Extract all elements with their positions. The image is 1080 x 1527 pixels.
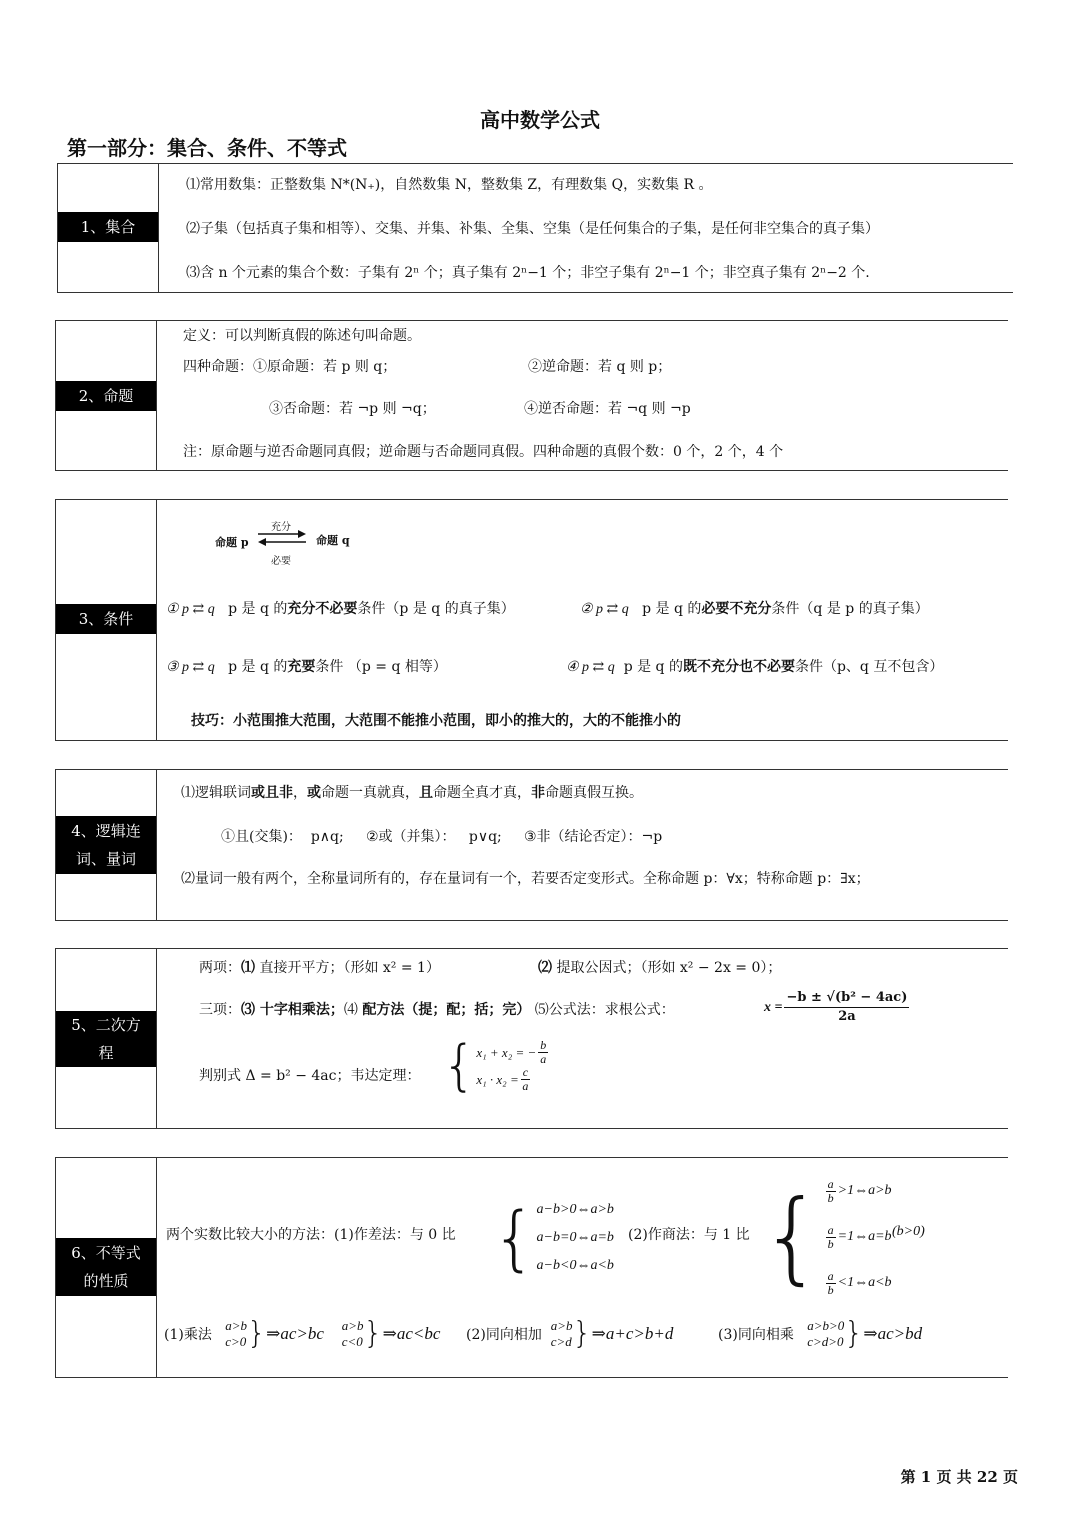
page-footer: 第 1 页 共 22 页 — [900, 1468, 1018, 1486]
s3-item-1: ① p ⇄ q p 是 q 的充分不必要条件（p 是 q 的真子集） — [166, 601, 515, 617]
s2-note: 注：原命题与逆否命题同真假；逆命题与否命题同真假。四种命题的真假个数：0 个，2 个，4 个 — [183, 444, 784, 460]
s3-item-4: ④ p ⇄ q p 是 q 的既不充分也不必要条件（p、q 互不包含） — [566, 659, 944, 675]
quotient-system: { $\frac{a}{b}$ >1⇔a>b $\frac{a}{b}$ =1⇔a=b $\frac{a}{b}$ <1⇔a<b — [760, 1176, 892, 1297]
s1-line-1: ⑴常用数集：正整数集 N*(N₊)，自然数集 N，整数集 Z，有理数集 Q，实数集 R 。 — [186, 177, 713, 193]
section-label: 5、二次方 程 — [56, 1011, 156, 1067]
s6-product: (3)同向相乘 a>b>0 c>d>0 } ⇒ac>bd — [718, 1316, 923, 1351]
s5-two-terms: 两项：⑴ 直接开平方；（形如 x² = 1） — [199, 960, 440, 976]
section-label: 3、条件 — [56, 604, 156, 634]
section-quadratic — [55, 948, 1008, 1129]
section-label-cell — [56, 500, 157, 740]
root-formula: x = $\frac{\text{−b ± √(b² − 4ac)}}{2a}$ — [764, 990, 908, 1024]
difference-system: { a−b>0⇔a>b a−b=0⇔a=b a−b<0⇔a<b — [492, 1197, 614, 1279]
s4-line-1: ⑴逻辑联词或且非，或命题一真就真，且命题全真才真，非命题真假互换。 — [181, 785, 643, 801]
s5-factor: ⑵ 提取公因式；（形如 x² − 2x = 0）； — [538, 960, 782, 976]
s6-quotient-text: (2)作商法：与 1 比 — [628, 1227, 750, 1243]
page-title: 高中数学公式 — [480, 108, 600, 132]
s1-line-2: ⑵子集（包括真子集和相等）、交集、并集、补集、全集、空集（是任何集合的子集，是任何非空集合的真子集） — [186, 221, 879, 237]
s6-addition: (2)同向相加 a>b c>d } ⇒a+c>b+d — [466, 1316, 674, 1351]
s5-discriminant: 判别式 Δ = b² − 4ac；韦达定理： — [199, 1068, 421, 1084]
section-sets — [57, 163, 1013, 293]
section-label-cell — [56, 949, 157, 1128]
part-heading: 第一部分：集合、条件、不等式 — [67, 136, 347, 160]
s5-three-terms: 三项：⑶ 十字相乘法；⑷ 配方法（提；配；括；完） ⑸公式法：求根公式： — [199, 1002, 675, 1018]
s2-inverse: ③否命题：若 ¬p 则 ¬q； — [269, 401, 436, 417]
s3-item-2: ② p ⇄ q p 是 q 的必要不充分条件（q 是 p 的真子集） — [580, 601, 929, 617]
section-label-cell — [56, 770, 157, 920]
section-label: 1、集合 — [58, 212, 158, 242]
s6-multiplication: (1)乘法 a>b c>0 } ⇒ac>bc a>b c<0 } ⇒ac<bc — [164, 1316, 441, 1351]
diagram-left: 命题 p — [215, 536, 249, 549]
s2-converse: ②逆命题：若 q 则 p； — [528, 359, 672, 375]
section-label: 6、不等式 的性质 — [56, 1238, 156, 1296]
section-label: 2、命题 — [56, 381, 156, 411]
diagram-right: 命题 q — [316, 534, 350, 547]
s3-item-3: ③ p ⇄ q p 是 q 的充要条件 （p = q 相等） — [166, 659, 447, 675]
s6-compare-text: 两个实数比较大小的方法：(1)作差法：与 0 比 — [166, 1227, 456, 1243]
s2-definition: 定义：可以判断真假的陈述句叫命题。 — [183, 328, 421, 344]
section-label-cell — [58, 164, 159, 292]
s2-contrapositive: ④逆否命题：若 ¬q 则 ¬p — [524, 401, 691, 417]
vieta-system: { x₁ + x₂ = − $\frac{b}{a}$ x₁ · x₂ = $\frac{c}{a}$ — [442, 1034, 547, 1097]
section-label-cell — [56, 321, 157, 470]
diagram-top: 充分 — [271, 522, 291, 533]
s2-original: 四种命题：①原命题：若 p 则 q； — [183, 359, 397, 375]
section-label: 4、逻辑连 词、量词 — [56, 816, 156, 874]
s1-line-3: ⑶含 n 个元素的集合个数：子集有 2ⁿ 个；真子集有 2ⁿ−1 个；非空子集有 2ⁿ−1 个；非空真子集有 2ⁿ−2 个. — [186, 265, 870, 281]
s6-condition: (b>0) — [892, 1224, 925, 1239]
section-logic — [55, 769, 1008, 921]
section-inequalities — [55, 1157, 1008, 1378]
section-propositions — [55, 320, 1008, 471]
s4-line-2: ①且(交集)： p∧q; ②或（并集）： p∨q; ③非（结论否定）：¬p — [221, 829, 663, 845]
section-conditions — [55, 499, 1008, 741]
section-label-cell — [56, 1158, 157, 1377]
diagram-bottom: 必要 — [271, 556, 291, 567]
double-arrow-icon — [256, 530, 308, 546]
s3-tip: 技巧：小范围推大范围，大范围不能推小范围，即小的推大的，大的不能推小的 — [191, 713, 681, 729]
s4-line-3: ⑵量词一般有两个，全称量词所有的，存在量词有一个，若要否定变形式。全称命题 p：∀x；特称命题 p：∃x； — [181, 871, 870, 887]
